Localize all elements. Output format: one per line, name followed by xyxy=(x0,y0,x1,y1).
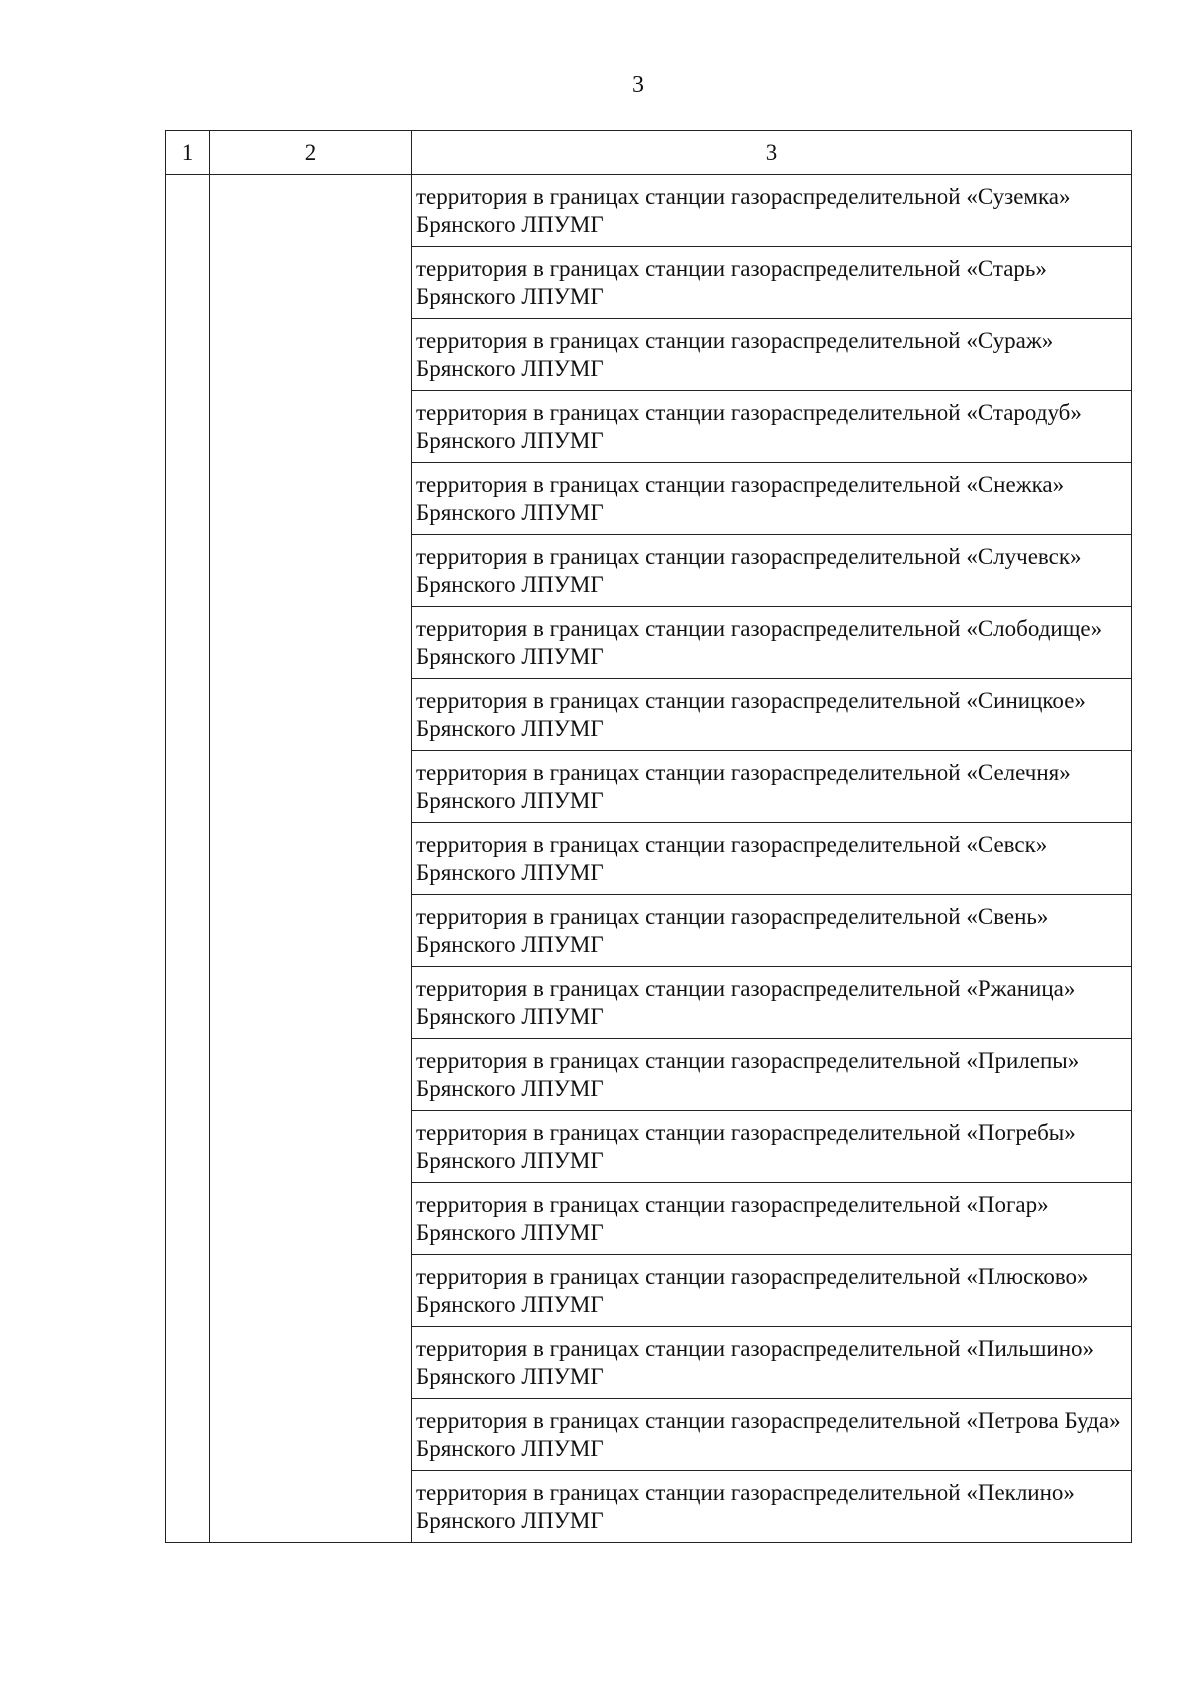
territory-entry: территория в границах станции газораспределительной «Суземка» Брянского ЛПУМГ xyxy=(412,175,1132,247)
territory-entry: территория в границах станции газораспределительной «Сураж» Брянского ЛПУМГ xyxy=(412,319,1132,391)
table-row xyxy=(166,175,1132,247)
territory-entry: территория в границах станции газораспределительной «Свень» Брянского ЛПУМГ xyxy=(412,895,1132,967)
territory-entry: территория в границах станции газораспределительной «Старь» Брянского ЛПУМГ xyxy=(412,247,1132,319)
territory-entry: территория в границах станции газораспределительной «Случевск» Брянского ЛПУМГ xyxy=(412,535,1132,607)
column-header-2: 2 xyxy=(210,131,412,175)
table-header-row xyxy=(166,131,1132,175)
territory-entry: территория в границах станции газораспределительной «Петрова Буда» Брянского ЛПУМГ xyxy=(412,1399,1132,1471)
territory-entry: территория в границах станции газораспределительной «Плюсково» Брянского ЛПУМГ xyxy=(412,1255,1132,1327)
territory-entry: территория в границах станции газораспределительной «Стародуб» Брянского ЛПУМГ xyxy=(412,391,1132,463)
territory-entry: территория в границах станции газораспределительной «Слободище» Брянского ЛПУМГ xyxy=(412,607,1132,679)
column-header-1: 1 xyxy=(166,131,210,175)
territory-entry: территория в границах станции газораспределительной «Синицкое» Брянского ЛПУМГ xyxy=(412,679,1132,751)
column-1-cell xyxy=(166,175,210,1543)
territory-entry: территория в границах станции газораспределительной «Селечня» Брянского ЛПУМГ xyxy=(412,751,1132,823)
territory-entry: территория в границах станции газораспределительной «Пеклино» Брянского ЛПУМГ xyxy=(412,1471,1132,1543)
territory-entry: территория в границах станции газораспределительной «Севск» Брянского ЛПУМГ xyxy=(412,823,1132,895)
territory-entry: территория в границах станции газораспределительной «Погребы» Брянского ЛПУМГ xyxy=(412,1111,1132,1183)
territory-entry: территория в границах станции газораспределительной «Снежка» Брянского ЛПУМГ xyxy=(412,463,1132,535)
column-header-3: 3 xyxy=(412,131,1132,175)
table-body xyxy=(166,175,1132,1543)
territory-entry: территория в границах станции газораспределительной «Прилепы» Брянского ЛПУМГ xyxy=(412,1039,1132,1111)
territory-entry: территория в границах станции газораспределительной «Погар» Брянского ЛПУМГ xyxy=(412,1183,1132,1255)
column-2-cell xyxy=(210,175,412,1543)
page-number: 3 xyxy=(632,72,644,98)
territory-entry: территория в границах станции газораспределительной «Ржаница» Брянского ЛПУМГ xyxy=(412,967,1132,1039)
territory-entry: территория в границах станции газораспределительной «Пильшино» Брянского ЛПУМГ xyxy=(412,1327,1132,1399)
territory-table xyxy=(165,130,1132,1543)
